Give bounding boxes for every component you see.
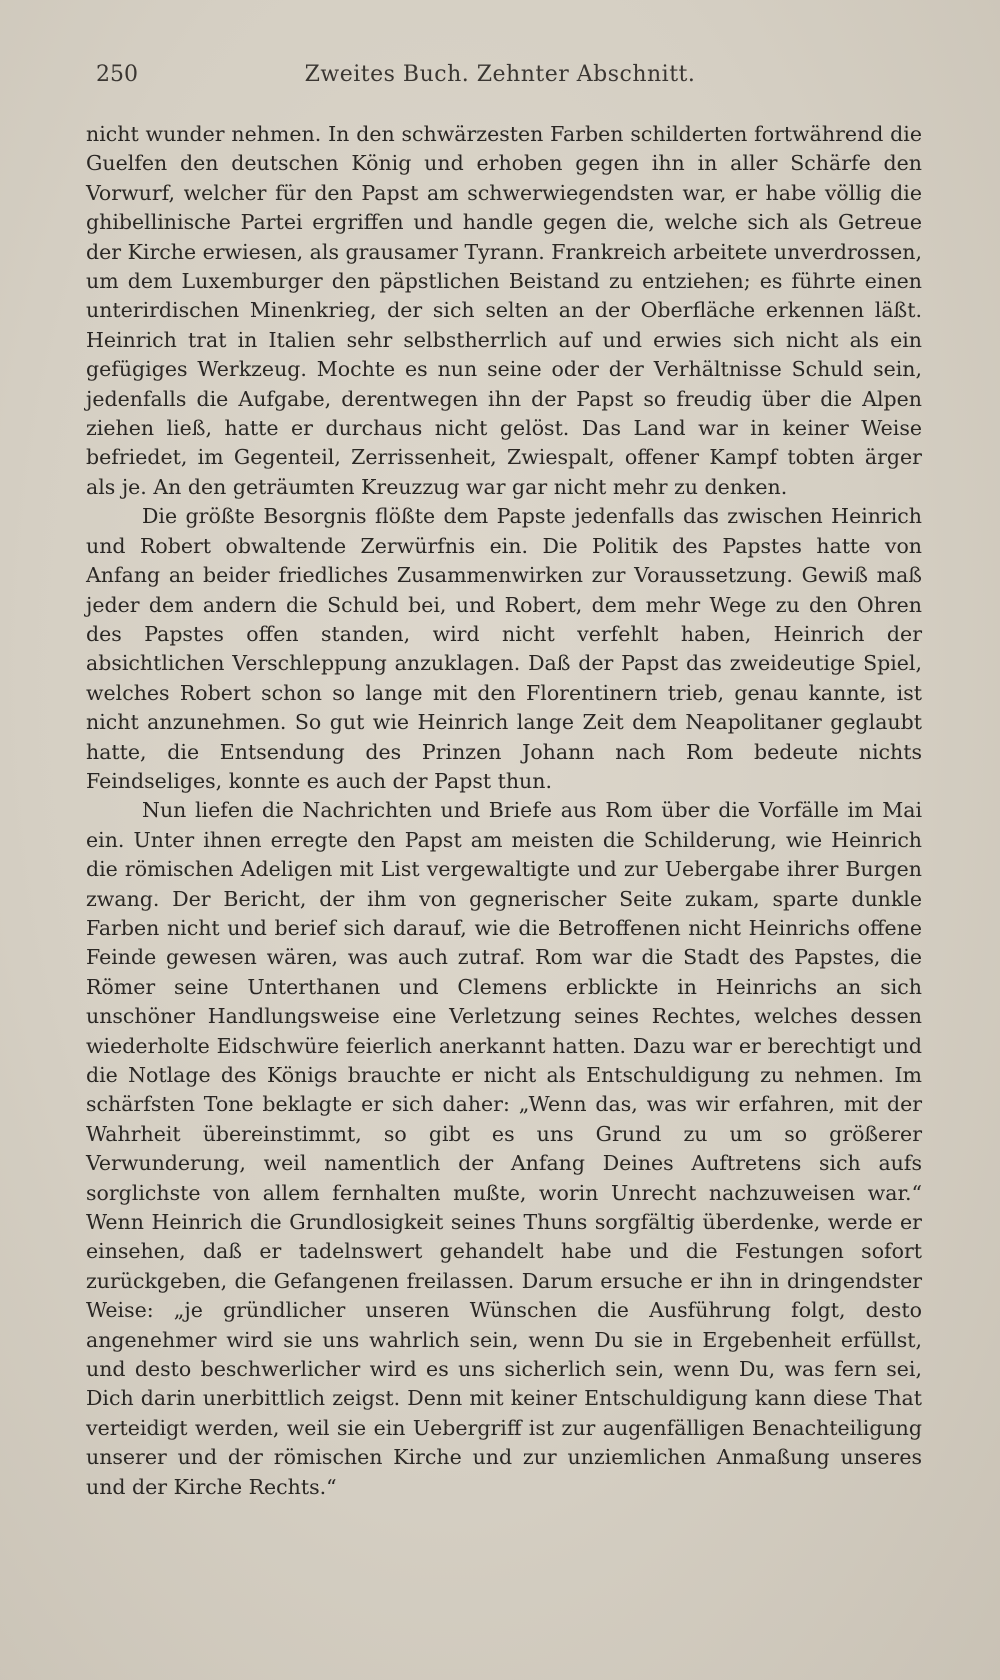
body-text (86, 120, 922, 1502)
paragraph-2: Die größte Besorgnis flößte dem Papste jedenfalls das zwischen Heinrich und Robert obwaltende Zerwürfnis ein. Die Politik des Papstes hatte von Anfang an beider friedliches Zusammenwirken zur Voraussetzung. Gewiß maß jeder dem andern die Schuld bei, und Robert, dem mehr Wege zu den Ohren des Papstes offen standen, wird nicht verfehlt haben, Heinrich der absichtlichen Verschleppung anzuklagen. Daß der Papst das zweideutige Spiel, welches Robert schon so lange mit den Florentinern trieb, genau kannte, ist nicht anzunehmen. So gut wie Heinrich lange Zeit dem Neapolitaner geglaubt hatte, die Entsendung des Prinzen Johann nach Rom bedeute nichts Feindseliges, konnte es auch der Papst thun. (86, 504, 922, 793)
running-head: Zweites Buch. Zehnter Abschnitt. (304, 62, 696, 87)
page-number: 250 (96, 62, 138, 87)
page-header (96, 62, 904, 96)
paragraph-3: Nun liefen die Nachrichten und Briefe aus Rom über die Vorfälle im Mai ein. Unter ihnen erregte den Papst am meisten die Schilderung, wie Heinrich die römischen Adeligen mit List vergewaltigte und zur Uebergabe ihrer Burgen zwang. Der Bericht, der ihm von gegnerischer Seite zukam, sparte dunkle Farben nicht und berief sich darauf, wie die Betroffenen nicht Heinrichs offene Feinde gewesen wären, was auch zutraf. Rom war die Stadt des Papstes, die Römer seine Unterthanen und Clemens erblickte in Heinrichs an sich unschöner Handlungsweise eine Verletzung seines Rechtes, welches dessen wiederholte Eidschwüre feierlich anerkannt hatten. Dazu war er berechtigt und die Notlage des Königs brauchte er nicht als Entschuldigung zu nehmen. Im schärfsten Tone beklagte er sich daher: „Wenn das, was wir erfahren, mit der Wahrheit übereinstimmt, so gibt es uns Grund zu um so größerer Verwunderung, weil namentlich der Anfang Deines Auftretens sich aufs sorglichste von allem fernhalten mußte, worin Unrecht nachzuweisen war.“ Wenn Heinrich die Grundlosigkeit seines Thuns sorgfältig überdenke, werde er einsehen, daß er tadelnswert gehandelt habe und die Festungen sofort zurückgeben, die Gefangenen freilassen. Darum ersuche er ihn in dringendster Weise: „je gründlicher unseren Wünschen die Ausführung folgt, desto angenehmer wird sie uns wahrlich sein, wenn Du sie in Ergebenheit erfüllst, und desto beschwerlicher wird es uns sicherlich sein, wenn Du, was fern sei, Dich darin unerbittlich zeigst. Denn mit keiner Entschuldigung kann diese That verteidigt werden, weil sie ein Uebergriff ist zur augenfälligen Benachteiligung unserer und der römischen Kirche und zur unziemlichen Anmaßung unseres und der Kirche Rechts.“ (86, 798, 922, 1499)
paragraph-1: nicht wunder nehmen. In den schwärzesten Farben schilderten fortwährend die Guelfen den deutschen König und erhoben gegen ihn in aller Schärfe den Vorwurf, welcher für den Papst am schwerwiegendsten war, er habe völlig die ghibellinische Partei ergriffen und handle gegen die, welche sich als Getreue der Kirche erwiesen, als grausamer Tyrann. Frankreich arbeitete unverdrossen, um dem Luxemburger den päpstlichen Beistand zu entziehen; es führte einen unterirdischen Minenkrieg, der sich selten an der Oberfläche erkennen läßt. Heinrich trat in Italien sehr selbstherrlich auf und erwies sich nicht als ein gefügiges Werkzeug. Mochte es nun seine oder der Verhältnisse Schuld sein, jedenfalls die Aufgabe, derentwegen ihn der Papst so freudig über die Alpen ziehen ließ, hatte er durchaus nicht gelöst. Das Land war in keiner Weise befriedet, im Gegenteil, Zerrissenheit, Zwiespalt, offener Kampf tobten ärger als je. An den geträumten Kreuzzug war gar nicht mehr zu denken. (86, 122, 922, 499)
